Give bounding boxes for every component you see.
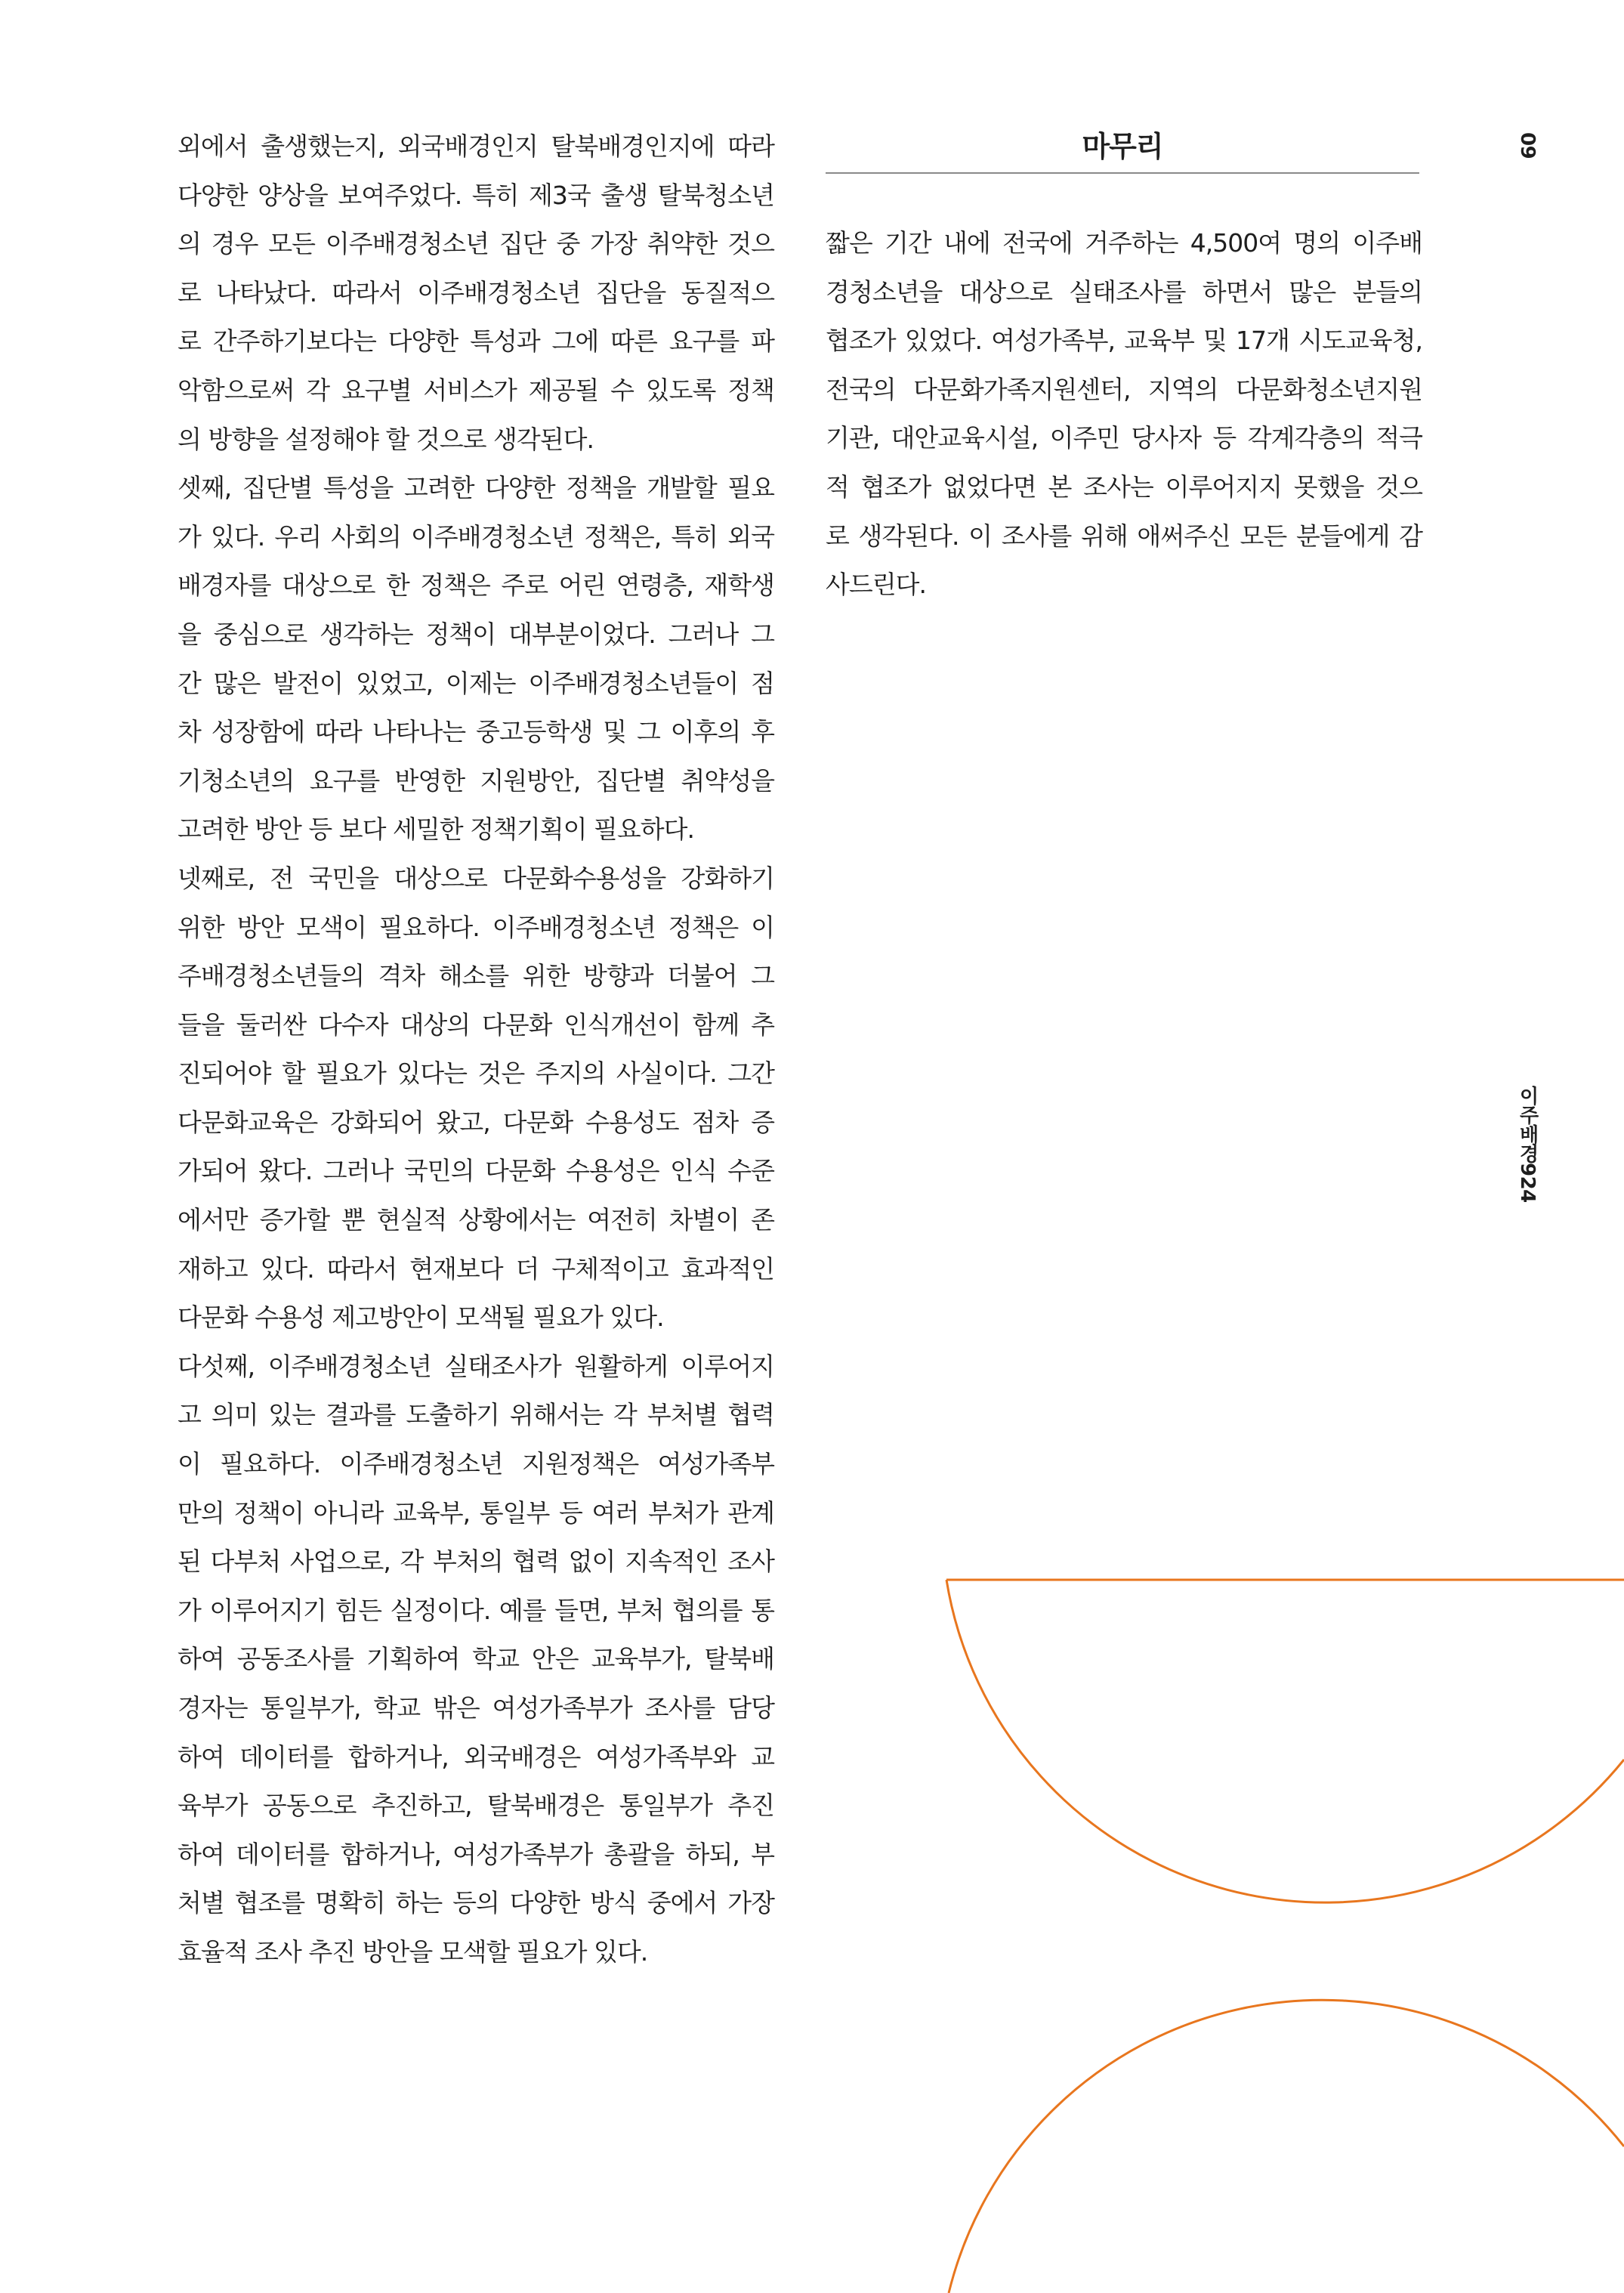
- text-line: 을 중심으로 생각하는 정책이 대부분이었다. 그러나 그: [178, 619, 774, 649]
- text-line: 고려한 방안 등 보다 세밀한 정책기획이 필요하다.: [178, 814, 694, 845]
- text-line: 들을 둘러싼 다수자 대상의 다문화 인식개선이 함께 추: [178, 1009, 774, 1040]
- text-line: 가 있다. 우리 사회의 이주배경청소년 정책은, 특히 외국: [178, 521, 774, 552]
- text-line: 재하고 있다. 따라서 현재보다 더 구체적이고 효과적인: [178, 1253, 774, 1284]
- text-line: 진되어야 할 필요가 있다는 것은 주지의 사실이다. 그간: [178, 1058, 774, 1089]
- text-line: 협조가 있었다. 여성가족부, 교육부 및 17개 시도교육청,: [826, 326, 1422, 356]
- text-line: 로 간주하기보다는 다양한 특성과 그에 따른 요구를 파: [178, 326, 774, 357]
- text-line: 위한 방안 모색이 필요하다. 이주배경청소년 정책은 이: [178, 912, 774, 942]
- upper-half-circle-arc: [946, 1580, 1624, 1902]
- text-line: 기청소년의 요구를 반영한 지원방안, 집단별 취약성을: [178, 765, 774, 796]
- text-line: 처별 협조를 명확히 하는 등의 다양한 방식 중에서 가장: [178, 1888, 774, 1918]
- text-line: 배경자를 대상으로 한 정책은 주로 어린 연령층, 재학생: [178, 570, 774, 601]
- text-line: 경자는 통일부가, 학교 밖은 여성가족부가 조사를 담당: [178, 1693, 774, 1723]
- text-line: 다양한 양상을 보여주었다. 특히 제3국 출생 탈북청소년: [178, 180, 774, 210]
- text-line: 만의 정책이 아니라 교육부, 통일부 등 여러 부처가 관계: [178, 1497, 774, 1528]
- text-line: 넷째로, 전 국민을 대상으로 다문화수용성을 강화하기: [178, 863, 774, 893]
- text-line: 적 협조가 없었다면 본 조사는 이루어지지 못했을 것으: [826, 471, 1422, 502]
- text-line: 육부가 공동으로 추진하고, 탈북배경은 통일부가 추진: [178, 1791, 774, 1821]
- text-line: 주배경청소년들의 격차 해소를 위한 방향과 더불어 그: [178, 961, 774, 991]
- text-line: 로 나타났다. 따라서 이주배경청소년 집단을 동질적으: [178, 277, 774, 307]
- text-line: 에서만 증가할 뿐 현실적 상황에서는 여전히 차별이 존: [178, 1205, 774, 1235]
- text-line: 의 경우 모든 이주배경청소년 집단 중 가장 취약한 것으: [178, 229, 774, 259]
- text-line: 경청소년을 대상으로 실태조사를 하면서 많은 분들의: [826, 277, 1422, 307]
- text-line: 악함으로써 각 요구별 서비스가 제공될 수 있도록 정책: [178, 375, 774, 405]
- text-line: 차 성장함에 따라 나타나는 중고등학생 및 그 이후의 후: [178, 717, 774, 747]
- text-line: 로 생각된다. 이 조사를 위해 애써주신 모든 분들에게 감: [826, 521, 1422, 551]
- running-title: 이주배경924: [1516, 1086, 1539, 1203]
- text-line: 된 다부처 사업으로, 각 부처의 협력 없이 지속적인 조사: [178, 1547, 774, 1577]
- text-line: 사드린다.: [826, 570, 927, 600]
- text-line: 하여 데이터를 합하거나, 여성가족부가 총괄을 하되, 부: [178, 1839, 774, 1869]
- text-line: 전국의 다문화가족지원센터, 지역의 다문화청소년지원: [826, 374, 1422, 404]
- text-line: 기관, 대안교육시설, 이주민 당사자 등 각계각층의 적극: [826, 423, 1422, 453]
- text-line: 셋째, 집단별 특성을 고려한 다양한 정책을 개발할 필요: [178, 473, 774, 503]
- page-number: 09: [1516, 132, 1539, 159]
- text-line: 간 많은 발전이 있었고, 이제는 이주배경청소년들이 점: [178, 668, 774, 698]
- text-line: 고 의미 있는 결과를 도출하기 위해서는 각 부처별 협력: [178, 1400, 774, 1430]
- text-line: 이 필요하다. 이주배경청소년 지원정책은 여성가족부: [178, 1449, 774, 1479]
- text-line: 가되어 왔다. 그러나 국민의 다문화 수용성은 인식 수준: [178, 1156, 774, 1186]
- text-line: 하여 데이터를 합하거나, 외국배경은 여성가족부와 교: [178, 1741, 774, 1772]
- text-line: 효율적 조사 추진 방안을 모색할 필요가 있다.: [178, 1936, 648, 1967]
- text-line: 다섯째, 이주배경청소년 실태조사가 원활하게 이루어지: [178, 1351, 774, 1381]
- lower-circle-arc: [949, 2000, 1624, 2293]
- text-line: 의 방향을 설정해야 할 것으로 생각된다.: [178, 424, 594, 454]
- text-line: 짧은 기간 내에 전국에 거주하는 4,500여 명의 이주배: [826, 228, 1422, 258]
- text-line: 하여 공동조사를 기획하여 학교 안은 교육부가, 탈북배: [178, 1644, 774, 1674]
- text-line: 다문화교육은 강화되어 왔고, 다문화 수용성도 점차 증: [178, 1107, 774, 1137]
- text-line: 외에서 출생했는지, 외국배경인지 탈북배경인지에 따라: [178, 131, 774, 161]
- section-title: 마무리: [1082, 130, 1163, 163]
- text-line: 다문화 수용성 제고방안이 모색될 필요가 있다.: [178, 1303, 664, 1333]
- text-line: 가 이루어지기 힘든 실정이다. 예를 들면, 부처 협의를 통: [178, 1595, 774, 1625]
